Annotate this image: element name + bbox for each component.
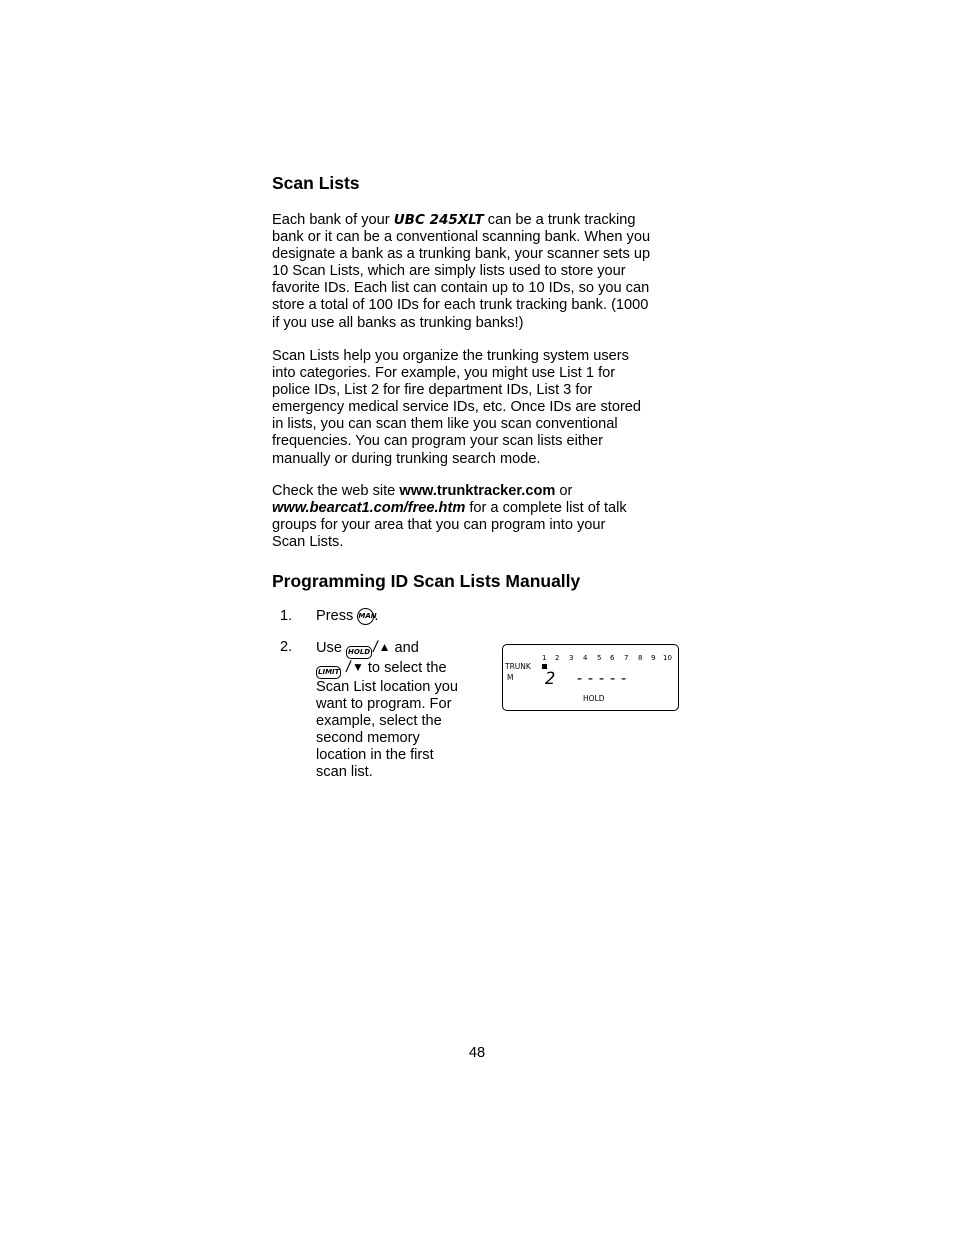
text-line: Check the web site www.trunktracker.com or <box>272 483 573 499</box>
text-line: favorite IDs. Each list can contain up to 10 IDs, so you can <box>272 280 650 297</box>
down-arrow-icon: ▼ <box>351 660 364 674</box>
lcd-id-dashes: ----- <box>575 669 631 687</box>
text-line: designate a bank as a trunking bank, your scanner sets up <box>272 246 651 263</box>
text-line: emergency medical service IDs, etc. Once IDs are stored <box>272 399 642 416</box>
lcd-m-label: M <box>507 673 514 682</box>
text-line: in lists, you can scan them like you scan conventional <box>272 416 618 433</box>
text-line: store a total of 100 IDs for each trunk tracking bank. (1000 <box>272 297 649 314</box>
man-key-icon: MAN <box>357 608 374 625</box>
text-line: into categories. For example, you might use List 1 for <box>272 365 616 382</box>
text-line: scan list. <box>316 764 373 781</box>
text-line: manually or during trunking search mode. <box>272 450 541 467</box>
text-line: Scan List location you <box>316 679 458 695</box>
lcd-list-number: 2 <box>555 654 560 662</box>
lcd-list-number: 3 <box>569 654 574 662</box>
lcd-list-number: 6 <box>610 654 615 662</box>
text-line: second memory <box>316 730 420 747</box>
subsection-title: Programming ID Scan Lists Manually <box>272 571 581 591</box>
section-title: Scan Lists <box>272 173 360 193</box>
lcd-location-digit: 2 <box>545 669 556 689</box>
hold-key-icon: HOLD <box>346 646 372 659</box>
step-number: 2. <box>280 639 293 655</box>
text-line: groups for your area that you can program into your <box>272 517 606 534</box>
up-arrow-icon: ▲ <box>378 640 391 654</box>
page-number: 48 <box>468 1045 486 1061</box>
lcd-trunk-label: TRUNK <box>505 662 531 671</box>
step-2 <box>316 639 458 782</box>
lcd-list-number: 10 <box>663 654 672 662</box>
website-link-bearcat1[interactable]: www.bearcat1.com/free.htm <box>272 500 466 517</box>
text-line: 10 Scan Lists, which are simply lists used to store your <box>272 263 626 280</box>
lcd-hold-label: HOLD <box>583 694 605 703</box>
text-line: police IDs, List 2 for fire department IDs, List 3 for <box>272 382 593 399</box>
text-line: location in the first <box>316 747 434 764</box>
lcd-list-number: 9 <box>651 654 656 662</box>
lcd-list-number: 5 <box>597 654 602 662</box>
text-line: example, select the <box>316 713 442 730</box>
text-line: if you use all banks as trunking banks!) <box>272 314 524 331</box>
text-line: want to program. For <box>316 696 452 713</box>
website-link-trunktracker[interactable]: www.trunktracker.com <box>399 483 556 499</box>
text-line: www.bearcat1.com/free.htm for a complete list of talk <box>272 500 627 517</box>
lcd-display <box>502 644 679 711</box>
lcd-list-number: 7 <box>624 654 629 662</box>
model-name: UBC 245XLT <box>393 212 484 228</box>
text-line: Scan Lists help you organize the trunking system users <box>272 348 629 364</box>
text-line: Scan Lists. <box>272 534 344 551</box>
paragraph-websites <box>272 483 692 551</box>
paragraph-intro <box>272 212 692 332</box>
text-line: frequencies. You can program your scan lists either <box>272 433 603 450</box>
text-line: bank or it can be a conventional scanning bank. When you <box>272 229 651 246</box>
step-number: 1. <box>280 608 293 624</box>
paragraph-categories <box>272 348 692 468</box>
limit-key-icon: LIMIT <box>316 666 341 679</box>
lcd-list-number: 4 <box>583 654 588 662</box>
text-line: LIMIT /▼ to select the <box>316 659 458 679</box>
lcd-list-number: 8 <box>638 654 643 662</box>
text-line: Use HOLD/▲ and <box>316 639 458 659</box>
lcd-list-number: 1 <box>542 654 547 662</box>
text-line: Each bank of your UBC 245XLT can be a trunk tracking <box>272 212 636 228</box>
step-1: Press MAN. <box>316 608 379 624</box>
